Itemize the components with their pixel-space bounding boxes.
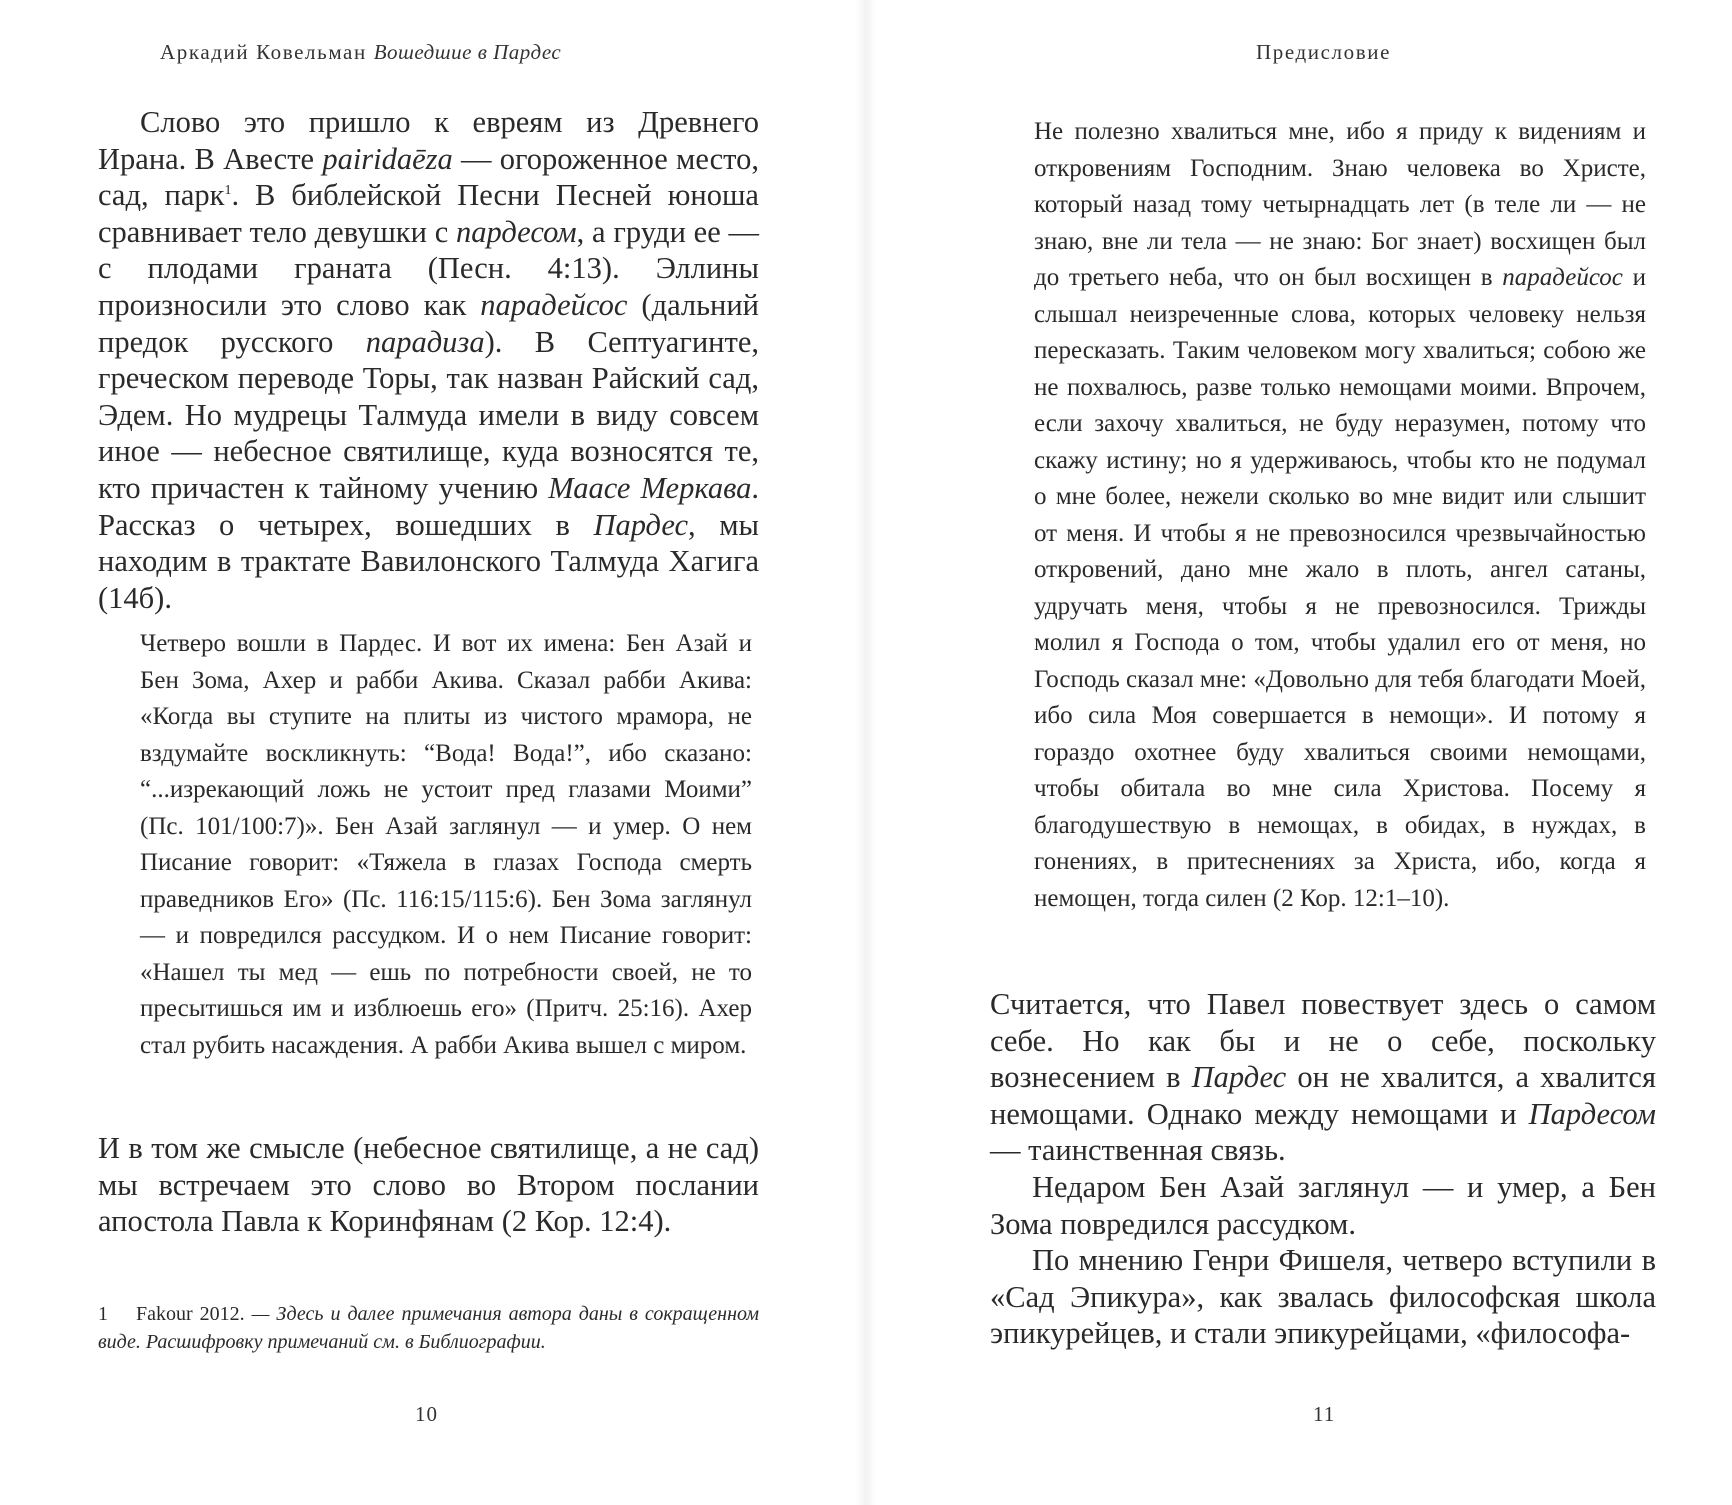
page-number-left: 10 bbox=[415, 1402, 438, 1426]
page-number-right: 11 bbox=[1313, 1402, 1336, 1426]
italic-term: pairidaēza bbox=[322, 141, 453, 176]
footnote-reference[interactable]: 1 bbox=[224, 183, 232, 199]
footnote-source: Fakour 2012. bbox=[136, 1303, 245, 1325]
left-block-quote: Четверо вошли в Пардес. И вот их имена: Бен Азай и Бен Зома, Ахер и рабби Акива. Сказал рабби Акива: «Когда вы ступите на плиты из чистого мрамора, не вздумайте воскликнуть: “Вода! Вода!”, ибо сказано: “...изрекающий ложь не устоит пред глазами Моими” (Пс. 101/100:7)». Бен Азай заглянул — и умер. О нем Писание говорит: «Тяжела в глазах Господа смерть праведников Его» (Пс. 116:15/115:6). Бен Зома заглянул — и повредился рассудком. И о нем Писание говорит: «Нашел ты мед — ешь по потребности своей, не то пресытишься им и изблюешь его» (Притч. 25:16). Ахер стал рубить насаждения. А рабби Акива вышел с миром. bbox=[140, 630, 752, 1059]
italic-term: парадейсос bbox=[1502, 264, 1623, 291]
running-head-author: Аркадий Ковельман bbox=[160, 40, 367, 64]
left-running-head bbox=[160, 40, 561, 65]
text-run: . Рассказ о четырех, вошедших в bbox=[98, 470, 759, 542]
text-run: он не хвалится, а хвалится немощами. Однако между немощами и bbox=[990, 1060, 1656, 1131]
running-head-book-title: Вошедшие в Пардес bbox=[373, 40, 562, 64]
italic-term: парадиза bbox=[365, 324, 485, 359]
right-paragraph-3: По мнению Генри Фишеля, четверо вступили в «Сад Эпикура», как звалась философская школа эпикурейцев, и стали эпикурейцами, «философа- bbox=[990, 1243, 1656, 1351]
italic-term: пардесом bbox=[456, 214, 577, 249]
text-run: и слышал неизреченные слова, которых человеку нельзя пересказать. Таким человеком могу хвалиться; собою же не похвалюсь, разве только немощами моими. Впрочем, если захочу хвалиться, не буду неразумен, потому что скажу истину; но я удерживаюсь, чтобы кто не подумал о мне более, нежели сколько во мне видит или слышит от меня. И чтобы я не превозносился чрезвычайностью откровений, дано мне жало в плоть, ангел сатаны, удручать меня, чтобы я не превозносился. Трижды молил я Господа о том, чтобы удалил его от меня, но Господь сказал мне: «Довольно для тебя благодати Моей, ибо сила Моя совершается в немощи». И потому я гораздо охотнее буду хвалиться своими немощами, чтобы обитала во мне сила Христова. Посему я благодушествую в немощах, в обидах, в нуждах, в гонениях, в притеснениях за Христа, ибо, когда я немощен, тогда силен (2 Кор. 12:1–10). bbox=[1034, 264, 1646, 912]
italic-term: Маасе Меркава bbox=[548, 470, 752, 505]
text-run: (дальний предок русского bbox=[98, 287, 759, 359]
right-paragraph-1 bbox=[990, 986, 1656, 1169]
text-run: ). В Септуагинте, греческом переводе Торы, так назван Райский сад, Эдем. Но мудрецы Талмуда имели в виду совсем иное — небесное святилище, куда возносятся те, кто причастен к тайному учению bbox=[98, 324, 759, 505]
text-run: Не полезно хвалиться мне, ибо я приду к видениям и откровениям Господним. Знаю человека во Христе, который назад тому четырнадцать лет (в теле ли — не знаю, вне ли тела — не знаю: Бог знает) восхищен был до третьего неба, что он был восхищен в bbox=[1034, 118, 1646, 291]
footnote bbox=[98, 1300, 759, 1356]
text-run: , мы находим в трактате Вавилонского Талмуда Хагига (14б). bbox=[98, 507, 759, 615]
right-running-head: Предисловие bbox=[1256, 40, 1392, 64]
footnote-number: 1 bbox=[98, 1303, 108, 1325]
text-run: . В библейской Песни Песней юноша сравнивает тело девушки с bbox=[98, 178, 759, 249]
italic-term: парадейсос bbox=[480, 287, 628, 322]
italic-term: Пардесом bbox=[1528, 1096, 1656, 1131]
right-block-quote bbox=[1034, 114, 1646, 917]
left-paragraph-1 bbox=[98, 104, 759, 616]
italic-term: Пардес bbox=[1191, 1060, 1287, 1095]
italic-term: Пардес bbox=[593, 507, 689, 542]
footnote-text: — Здесь и далее примечания автора даны в сокращенном виде. Расшифровку примечаний см. в Библиографии. bbox=[98, 1303, 759, 1353]
left-paragraph-2: И в том же смысле (небесное святилище, а не сад) мы встречаем это слово во Втором послании апостола Павла к Коринфянам (2 Кор. 12:4). bbox=[98, 1131, 759, 1239]
text-run: — огороженное место, сад, парк bbox=[98, 141, 759, 213]
right-paragraph-2: Недаром Бен Азай заглянул — и умер, а Бен Зома повредился рассудком. bbox=[990, 1170, 1656, 1241]
text-run: — таинственная связь. bbox=[990, 1133, 1286, 1168]
right-page bbox=[866, 0, 1732, 1505]
text-run: , а груди ее — с плодами граната (Песн. 4:13). Эллины произносили это слово как bbox=[98, 214, 760, 322]
text-run: Считается, что Павел повествует здесь о самом себе. Но как бы и не о себе, поскольку вознесением в bbox=[990, 987, 1656, 1095]
text-run: Слово это пришло к евреям из Древнего Ирана. В Авесте bbox=[98, 105, 759, 176]
